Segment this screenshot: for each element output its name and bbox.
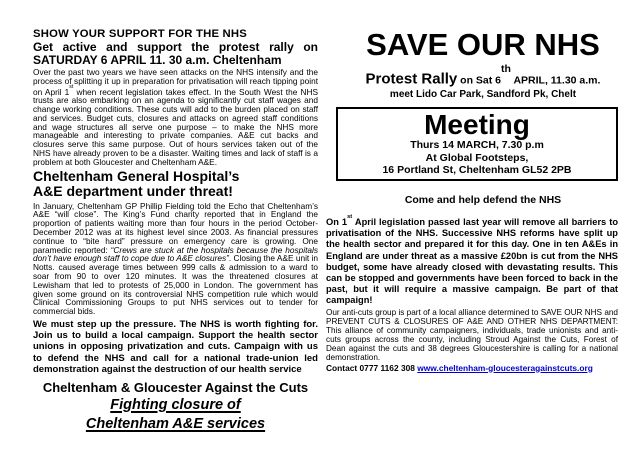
meet-location-line: meet Lido Car Park, Sandford Pk, Chelt — [389, 89, 577, 101]
contact-line — [326, 363, 618, 373]
slogan-line2-text: Cheltenham A&E services — [85, 415, 266, 432]
meeting-datetime: Thurs 14 MARCH, 7.30 p.m — [410, 139, 544, 152]
threat-paragraph-text-cont: . Closing the A&E unit in Notts. caused average times between 999 calls & admission to a ward to soar from 90 to over 120 minutes. It was the threatened closures at Lewisham that led to protests of 25,000 in London. The government has given some ground on its controversial NHS competition rule which would Clinical Commissioning Groups to put NHS services out to tender for commercial bids. — [33, 253, 318, 317]
support-heading: SHOW YOUR SUPPORT FOR THE NHS — [33, 28, 247, 40]
hospital-subhead-line1: Cheltenham General Hospital’s — [33, 167, 240, 184]
meeting-venue: At Global Footsteps, — [425, 151, 529, 164]
call-to-action-paragraph: We must step up the pressure. The NHS is worth fighting for. Join us to build a local campaign. Support the health sector unions in opposing privatization and cuts. Campaign with us to defend the NHS and call for a national trade-union led demonstration against the destruction of our health service — [33, 318, 318, 375]
intro-paragraph-text: Over the past two years we have seen attacks on the NHS intensify and the process of splitting it up in preparation for privatisation will reach tipping point on April 1 — [33, 67, 318, 97]
alliance-paragraph: Our anti-cuts group is part of a local alliance determined to SAVE OUR NHS and PREVENT CUTS & CLOSURES OF A&E AND OTHER NHS DEPARTMENT: This alliance of community campaigners, individuals, trade unionists and anti-cuts groups across the county, including Stroud Against the Cuts, Forest of Dean against the cuts and 38 degrees Gloucestershire is calling for a national demonstration. — [326, 307, 618, 362]
legislation-paragraph-text: On 1 — [326, 217, 348, 228]
meeting-box — [336, 107, 618, 181]
rally-date-text: on Sat 6 — [457, 74, 502, 87]
threat-paragraph-text: In January, Cheltenham GP Phillip Fielding told the Echo that Cheltenham’s A&E “will close”. The King’s Fund charity reported that in England the proportion of patients waiting more than four hours in the period October-December 2012 was at its highest level since 2003. As financial pressures continue to “bite hard” pressure on emergency care is growing. One paramedic reported: — [33, 200, 318, 255]
rally-heading-line1: Get active and support the protest rally on — [33, 40, 318, 54]
slogan-line1 — [33, 396, 318, 415]
come-help-line: Come and help defend the NHS — [404, 193, 562, 206]
intro-paragraph-text-cont: when recent legislation takes effect. In the South West the NHS trusts are also embarking on an agenda to significantly cut staff wages and change working conditions. These cuts will add to the burden placed on staff and services. Budget cuts, closures and attacks on agreed staff conditions and wage structures all serve one purpose – to make the NHS more manageable and interesting to private companies. A&E cut backs and closures serve this same purpose. Out of hours services taken out of the NHS have already proven to be a disaster. Waiting times and lack of staff is a problem at both Gloucester and Cheltenham A&E. — [33, 86, 318, 167]
save-our-nhs-title: SAVE OUR NHS — [366, 27, 600, 62]
ordinal-superscript: th — [501, 63, 511, 76]
slogan-line1-text: Fighting closure of — [110, 396, 241, 413]
paramedic-quote: “Crews are stuck at the hospitals because the hospitals don’t have enough staff to cope due to A&E closures” — [33, 244, 319, 264]
group-name-heading: Cheltenham & Gloucester Against the Cuts — [42, 379, 309, 395]
slogan-line2 — [33, 415, 318, 434]
contact-phone: Contact 0777 1162 308 — [326, 362, 418, 373]
rally-time-text: APRIL, 11.30 a.m. — [510, 74, 601, 87]
legislation-paragraph-text-cont: April legislation passed last year will remove all barriers to privatisation of the NHS. Successive NHS reforms have split up the health sector and prepared it for this day. One in ten A&Es in England are under threat as a massive £20bn is cut from the NHS budget, some have already closed with devastating results. This can be stopped and governments have been forced to back in the past, but it will require a massive campaign. Be part of that campaign! — [326, 217, 619, 306]
right-page-column — [326, 26, 618, 381]
ordinal-superscript: st — [69, 84, 74, 91]
hospital-subhead-line2: A&E department under threat! — [33, 183, 233, 200]
rally-heading-line2: SATURDAY 6 APRIL 11. 30 a.m. Cheltenham — [33, 52, 282, 67]
left-page-column — [33, 28, 318, 434]
protest-rally-label: Protest Rally — [365, 70, 458, 88]
legislation-paragraph — [326, 215, 618, 307]
threat-paragraph — [33, 202, 318, 316]
meeting-address: 16 Portland St, Cheltenham GL52 2PB — [382, 163, 572, 176]
protest-rally-line — [326, 65, 618, 89]
intro-paragraph — [33, 68, 318, 167]
ordinal-superscript: st — [347, 214, 353, 221]
campaign-website-link[interactable]: www.cheltenham-gloucesteragainstcuts.org — [417, 362, 593, 373]
meeting-title: Meeting — [424, 109, 530, 141]
